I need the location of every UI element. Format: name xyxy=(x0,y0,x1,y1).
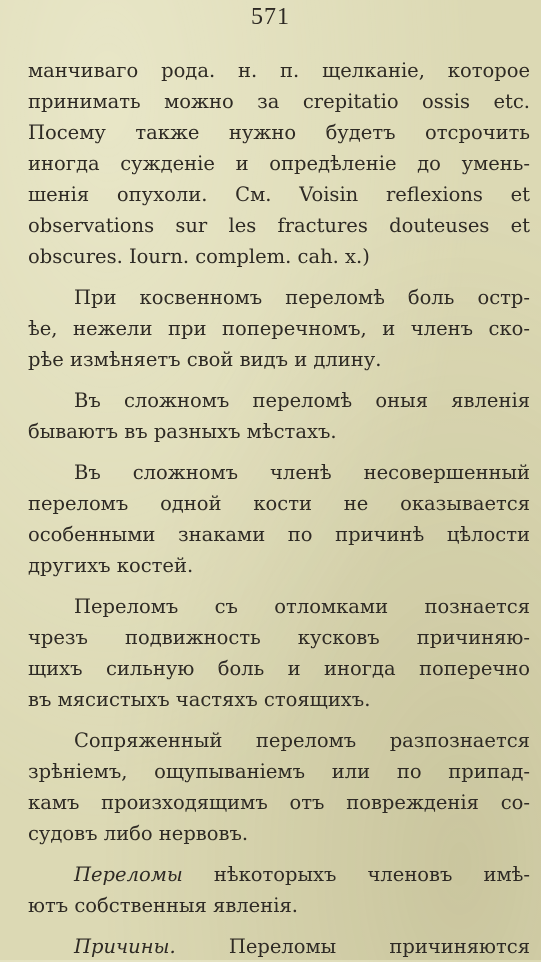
text-line: Переломъ съ отломками познается xyxy=(74,595,530,618)
text-line: Въ сложномъ членѣ несовершенный xyxy=(74,461,530,484)
text-line: въ мясистыхъ частяхъ стоящихъ. xyxy=(28,688,371,711)
paragraph-fragment-fracture xyxy=(28,591,530,715)
text-line: ютъ собственныя явленія. xyxy=(28,894,298,917)
paragraph-fractures-of-members xyxy=(28,859,530,921)
text-line xyxy=(28,859,530,890)
paragraph-gap xyxy=(28,581,530,591)
paragraph-continuation xyxy=(28,55,530,272)
line-text: нѣкоторыхъ членовъ имѣ- xyxy=(182,863,530,886)
run-in-heading: Переломы xyxy=(74,863,183,886)
text-line: ѣе, нежели при поперечномъ, и членъ ско- xyxy=(28,317,530,340)
paragraph-complicated-fracture xyxy=(28,725,530,849)
paragraph-gap xyxy=(28,849,530,859)
text-line: принимать можно за crepitatio ossis etc. xyxy=(28,90,530,113)
paragraph-compound-fracture xyxy=(28,385,530,447)
paragraph-gap xyxy=(28,715,530,725)
text-line: другихъ костей. xyxy=(28,554,194,577)
paragraph-incomplete-fracture xyxy=(28,457,530,581)
text-line: зрѣніемъ, ощупываніемъ или по припад- xyxy=(28,760,530,783)
text-line: observations sur les fractures douteuses et xyxy=(28,214,530,237)
text-line: манчиваго рода. н. п. щелканіе, которое xyxy=(28,59,530,82)
text-line: судовъ либо нервовъ. xyxy=(28,822,249,845)
text-line: бываютъ въ разныхъ мѣстахъ. xyxy=(28,420,337,443)
page-number: 571 xyxy=(251,4,290,30)
text-line: obscures. Iourn. complem. cah. x.) xyxy=(28,245,370,268)
line-text: Переломы причиняются xyxy=(175,935,530,958)
paragraph-gap xyxy=(28,272,530,282)
text-line: Въ сложномъ переломѣ оныя явленія xyxy=(74,389,530,412)
paragraph-causes xyxy=(28,931,530,962)
text-line: переломъ одной кости не оказывается xyxy=(28,492,530,515)
text-line: При косвенномъ переломѣ боль остр- xyxy=(74,286,530,309)
paragraph-gap xyxy=(28,921,530,931)
text-line: Посему также нужно будетъ отсрочить xyxy=(28,121,530,144)
text-line: рѣе измѣняетъ свой видъ и длину. xyxy=(28,348,382,371)
text-line xyxy=(28,931,530,962)
text-line: щихъ сильную боль и иногда поперечно xyxy=(28,657,530,680)
text-line: чрезъ подвижность кусковъ причиняю- xyxy=(28,626,530,649)
paragraph-gap xyxy=(28,375,530,385)
text-line: шенія опухоли. См. Voisin reflexions et xyxy=(28,183,530,206)
text-line: камъ произходящимъ отъ поврежденія со- xyxy=(28,791,530,814)
page-text xyxy=(28,55,530,962)
paragraph-oblique-fracture xyxy=(28,282,530,375)
paragraph-gap xyxy=(28,447,530,457)
text-line: особенными знаками по причинѣ цѣлости xyxy=(28,523,530,546)
text-line: иногда сужденіе и опредѣленіе до умень- xyxy=(28,152,530,175)
run-in-heading: Причины. xyxy=(74,935,176,958)
text-line: Сопряженный переломъ разпознается xyxy=(74,729,530,752)
